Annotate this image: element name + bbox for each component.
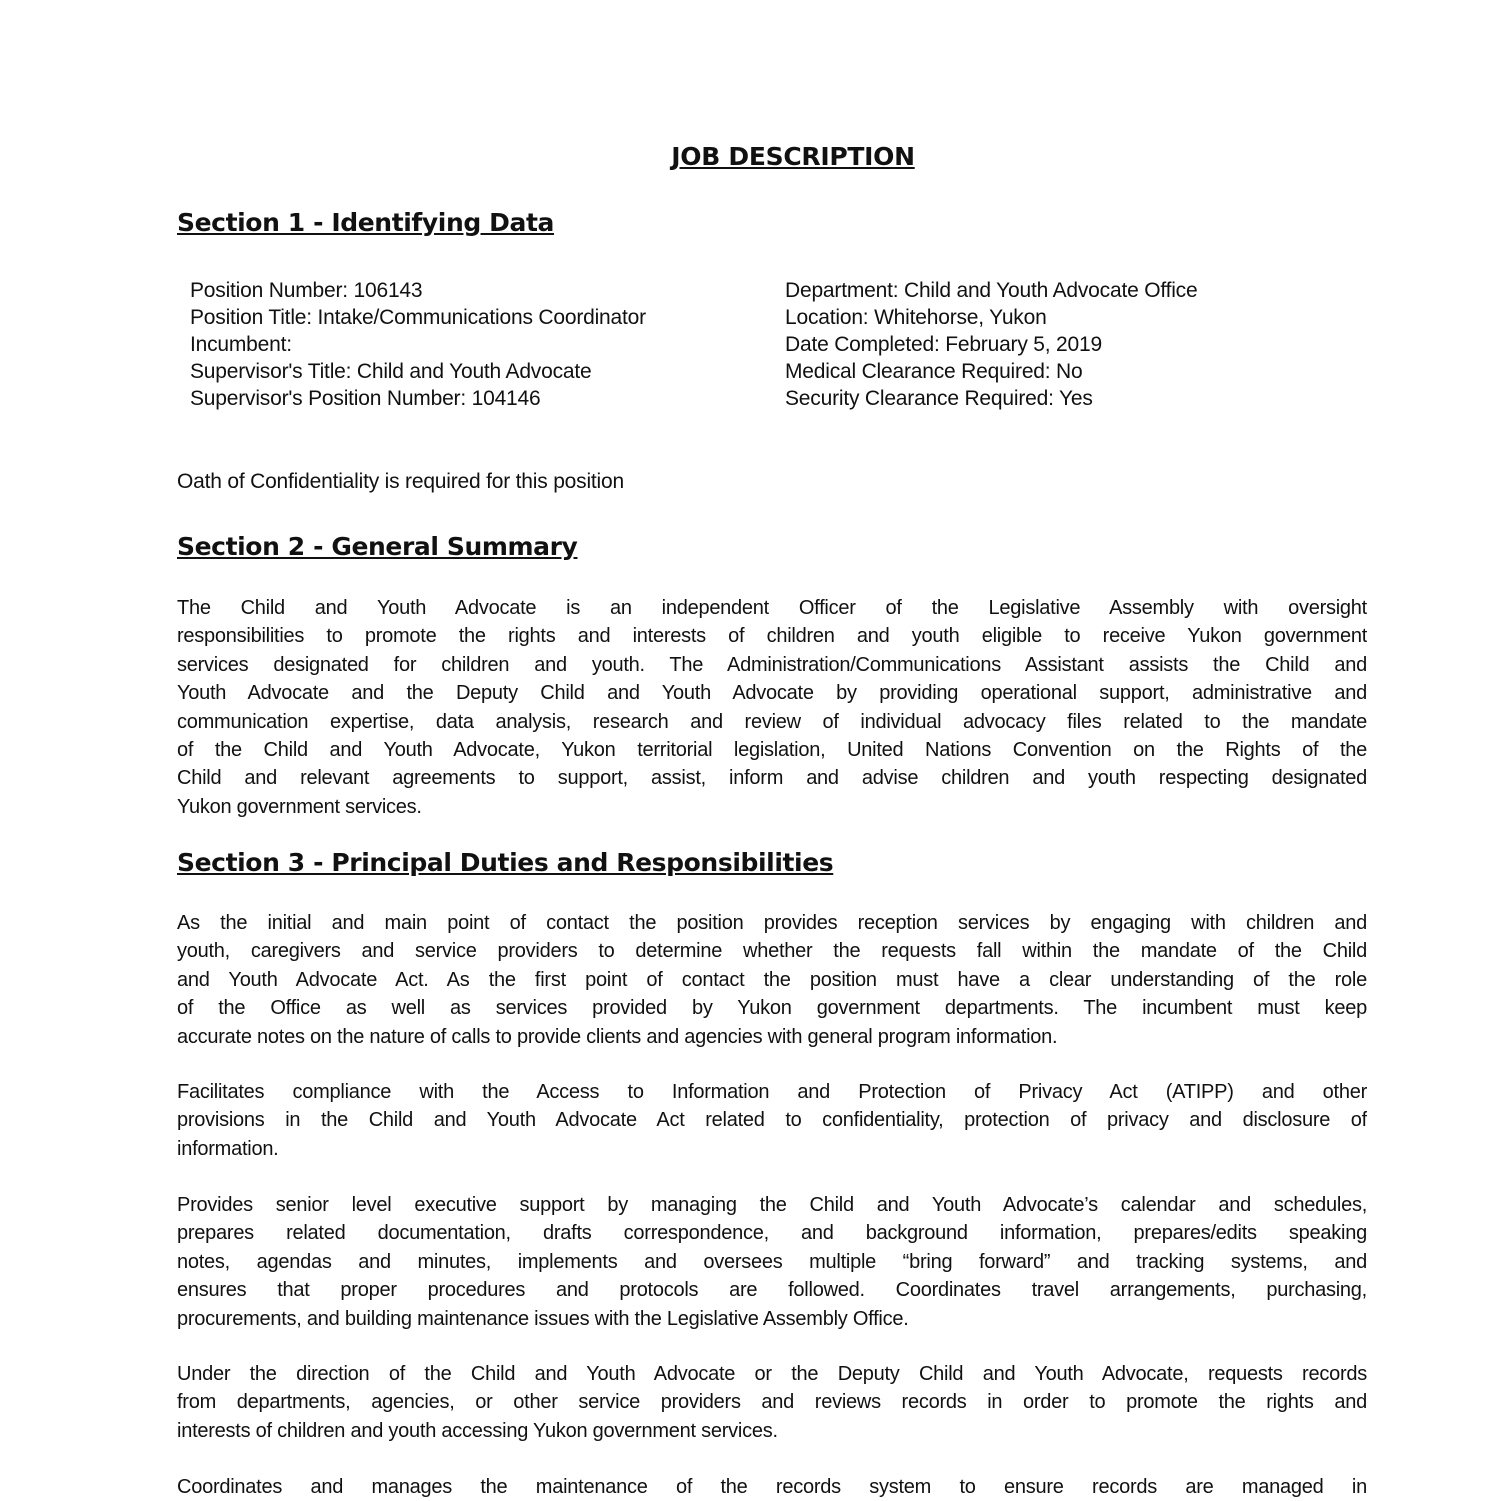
incumbent: Incumbent:: [190, 333, 292, 356]
security-clearance: Security Clearance Required: Yes: [785, 387, 1093, 410]
text-line: provisions in the Child and Youth Advocate Act related to confidentiality, protection of privacy and disclosure of: [177, 1109, 1367, 1132]
duties-paragraph: [177, 1360, 1367, 1445]
text-line: communication expertise, data analysis, research and review of individual advocacy files related to the mandate: [177, 710, 1367, 733]
text-line: Youth Advocate and the Deputy Child and Youth Advocate by providing operational support, administrative and: [177, 682, 1367, 705]
position-number: Position Number: 106143: [190, 279, 423, 302]
text-line: Provides senior level executive support by managing the Child and Youth Advocate’s calendar and schedules,: [177, 1194, 1367, 1216]
text-line: Under the direction of the Child and Youth Advocate or the Deputy Child and Youth Advocate, requests records: [177, 1363, 1367, 1385]
text-line: information.: [177, 1137, 279, 1160]
medical-clearance: Medical Clearance Required: No: [785, 360, 1083, 383]
text-line: notes, agendas and minutes, implements and oversees multiple “bring forward” and tracking systems, and: [177, 1250, 1367, 1273]
identifying-data-right: [785, 277, 1197, 412]
oath-statement: Oath of Confidentiality is required for this position: [177, 470, 624, 493]
text-line: procurements, and building maintenance issues with the Legislative Assembly Office.: [177, 1307, 909, 1330]
text-line: and Youth Advocate Act. As the first point of contact the position must have a clear understanding of the role: [177, 968, 1367, 991]
supervisor-position-number: Supervisor's Position Number: 104146: [190, 387, 541, 410]
section-1-heading: Section 1 - Identifying Data: [177, 208, 555, 237]
department: Department: Child and Youth Advocate Office: [785, 279, 1198, 302]
duties-paragraph: [177, 1473, 1367, 1501]
document-title: JOB DESCRIPTION: [671, 142, 915, 171]
duties-paragraph: [177, 909, 1367, 1051]
text-line: of the Child and Youth Advocate, Yukon territorial legislation, United Nations Convention on the Rights of the: [177, 738, 1367, 761]
text-line: prepares related documentation, drafts correspondence, and background information, prepares/edits speaking: [177, 1222, 1367, 1245]
location: Location: Whitehorse, Yukon: [785, 306, 1047, 329]
text-line: interests of children and youth accessing Yukon government services.: [177, 1419, 778, 1442]
text-line: Coordinates and manages the maintenance of the records system to ensure records are managed in: [177, 1476, 1367, 1498]
duties-paragraph: [177, 1078, 1367, 1163]
section-3-heading: Section 3 - Principal Duties and Responsibilities: [177, 848, 834, 877]
text-line: Yukon government services.: [177, 795, 422, 818]
text-line: services designated for children and youth. The Administration/Communications Assistant assists the Child and: [177, 653, 1367, 676]
text-line: from departments, agencies, or other service providers and reviews records in order to promote the rights and: [177, 1391, 1367, 1414]
date-completed: Date Completed: February 5, 2019: [785, 333, 1102, 356]
text-line: accurate notes on the nature of calls to provide clients and agencies with general program information.: [177, 1025, 1058, 1048]
text-line: Facilitates compliance with the Access to Information and Protection of Privacy Act (ATIPP) and other: [177, 1081, 1367, 1103]
text-line: Child and relevant agreements to support, assist, inform and advise children and youth respecting designated: [177, 767, 1367, 790]
text-line: youth, caregivers and service providers to determine whether the requests fall within the mandate of the Child: [177, 940, 1367, 963]
text-line: As the initial and main point of contact the position provides reception services by engaging with children and: [177, 912, 1367, 934]
text-line: The Child and Youth Advocate is an independent Officer of the Legislative Assembly with oversight: [177, 597, 1367, 619]
text-line: of the Office as well as services provided by Yukon government departments. The incumbent must keep: [177, 997, 1367, 1020]
text-line: responsibilities to promote the rights and interests of children and youth eligible to receive Yukon government: [177, 625, 1367, 648]
supervisor-title: Supervisor's Title: Child and Youth Advocate: [190, 360, 592, 383]
identifying-data-left: [190, 277, 646, 412]
text-line: ensures that proper procedures and protocols are followed. Coordinates travel arrangements, purchasing,: [177, 1279, 1367, 1302]
general-summary: [177, 594, 1367, 821]
section-2-heading: Section 2 - General Summary: [177, 532, 578, 561]
duties-paragraph: [177, 1191, 1367, 1333]
position-title: Position Title: Intake/Communications Coordinator: [190, 306, 646, 329]
